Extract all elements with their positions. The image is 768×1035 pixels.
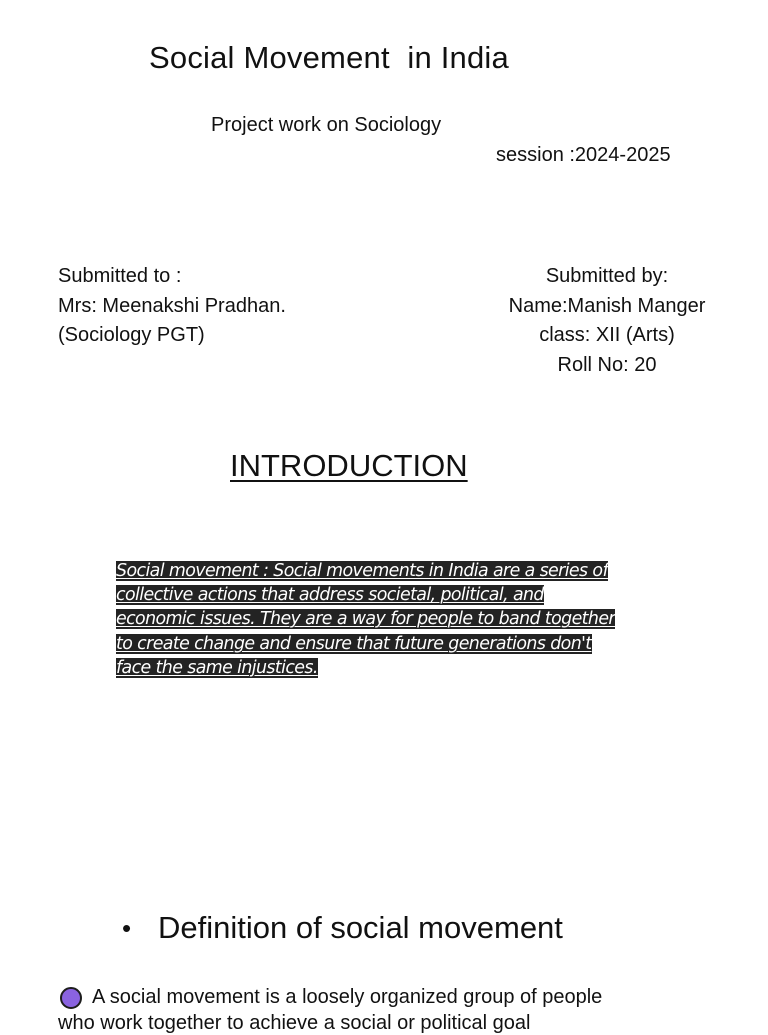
document-title: Social Movement in India [149,40,509,75]
introduction-heading: INTRODUCTION [230,448,468,483]
definition-heading-row [122,910,563,946]
submitted-to-label: Submitted to : [58,265,182,287]
definition-heading: Definition of social movement [158,910,563,945]
session-text: session :2024-2025 [496,144,671,166]
teacher-name: Mrs: Meenakshi Pradhan. [58,294,286,317]
submitted-by-block [494,262,720,380]
teacher-role: (Sociology PGT) [58,324,205,346]
student-class: class: XII (Arts) [539,324,675,346]
bullet-icon: • [122,912,132,943]
student-name: Name:Manish Manger [508,294,706,317]
submitted-by-label: Submitted by: [545,265,669,287]
introduction-text: Social movement : Social movements in India are a series of collective actions that address societal, political, and economic issues. They are a way for people to band together to create change and ensure that future generations don't face the same injustices. [116,561,615,678]
submitted-to-block [58,262,286,351]
definition-text-line1: A social movement is a loosely organized group of people [92,986,603,1008]
introduction-paragraph [116,559,616,680]
project-subtitle: Project work on Sociology [211,114,442,136]
purple-circle-icon [60,987,82,1009]
definition-line [60,986,602,1009]
student-roll: Roll No: 20 [557,353,657,376]
definition-text-line2: who work together to achieve a social or political goal [58,1012,531,1034]
